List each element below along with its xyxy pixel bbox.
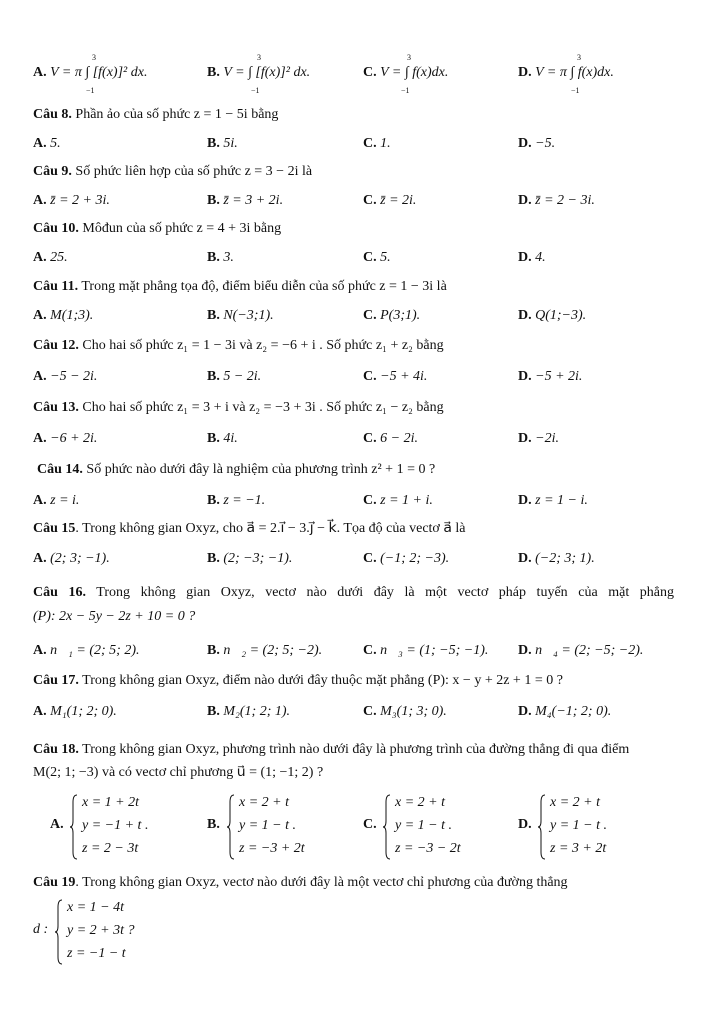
brace-icon bbox=[55, 899, 63, 965]
q12-option-d-text: −5 + 2i. bbox=[535, 369, 583, 384]
q12-option-c-text: −5 + 4i. bbox=[380, 369, 428, 384]
q15-options bbox=[33, 549, 683, 569]
q10-option-c-text: 5. bbox=[380, 250, 391, 265]
q13-options bbox=[33, 429, 683, 449]
q12-option-a-text: −5 − 2i. bbox=[50, 369, 98, 384]
q12-option-b[interactable]: B. 5 − 2i. bbox=[207, 369, 262, 384]
q7-b-upper: 3 bbox=[257, 53, 261, 62]
q13-option-d-text: −2i. bbox=[535, 431, 559, 446]
q8-option-b[interactable]: B. 5i. bbox=[207, 136, 238, 151]
q16-option-b[interactable]: B. n⃗₂ = (2; 5; −2). bbox=[207, 643, 323, 658]
q8-stem: Câu 8. Phần ảo của số phức z = 1 − 5i bằng bbox=[33, 107, 279, 122]
q7-option-d[interactable]: D. V = π ∫ f(x)dx. bbox=[518, 65, 614, 80]
q7-options bbox=[33, 63, 683, 83]
q11-option-b-text: N(−3;1). bbox=[223, 308, 274, 323]
q12-option-c[interactable]: C. −5 + 4i. bbox=[363, 369, 428, 384]
q17-option-a-text: M₁(1; 2; 0). bbox=[50, 704, 117, 719]
q15-option-d-text: (−2; 3; 1). bbox=[535, 551, 595, 566]
q9-option-d-text: z̄ = 2 − 3i. bbox=[535, 193, 595, 208]
q9-stem: Câu 9. Số phức liên hợp của số phức z = 3 − 2i là bbox=[33, 164, 313, 179]
q12-option-b-text: 5 − 2i. bbox=[223, 369, 262, 384]
q16-option-a-text: n⃗₁ = (2; 5; 2). bbox=[50, 643, 140, 658]
q7-option-d-text: V = π ∫ f(x)dx. bbox=[535, 65, 614, 80]
q13-option-c-text: 6 − 2i. bbox=[380, 431, 418, 446]
q16-option-b-text: n⃗₂ = (2; 5; −2). bbox=[223, 643, 323, 658]
brace-icon bbox=[538, 794, 546, 860]
q14-option-b-text: z = −1. bbox=[223, 493, 266, 508]
q7-c-lower: −1 bbox=[401, 86, 410, 95]
q14-option-b[interactable]: B. z = −1. bbox=[207, 493, 266, 508]
q17-option-b-text: M₂(1; 2; 1). bbox=[223, 704, 291, 719]
q13-option-d[interactable]: D. −2i. bbox=[518, 431, 559, 446]
q13-option-a[interactable]: A. −6 + 2i. bbox=[33, 431, 98, 446]
q15-option-a-text: (2; 3; −1). bbox=[50, 551, 110, 566]
q18-options bbox=[0, 794, 724, 864]
q16-option-c[interactable]: C. n⃗₃ = (1; −5; −1). bbox=[363, 643, 489, 658]
q7-option-c[interactable]: C. V = ∫ f(x)dx. bbox=[363, 65, 449, 80]
q8-option-c[interactable]: C. 1. bbox=[363, 136, 391, 151]
q17-option-a[interactable]: A. M₁(1; 2; 0). bbox=[33, 704, 117, 719]
q8-options bbox=[33, 134, 683, 154]
q14-options bbox=[33, 491, 683, 511]
q10-option-b-text: 3. bbox=[223, 250, 234, 265]
q11-option-b[interactable]: B. N(−3;1). bbox=[207, 308, 274, 323]
q7-option-b[interactable]: B. V = ∫ [f(x)]² dx. bbox=[207, 65, 311, 80]
q15-option-c-text: (−1; 2; −3). bbox=[380, 551, 450, 566]
q10-option-a-text: 25. bbox=[50, 250, 68, 265]
q17-option-b[interactable]: B. M₂(1; 2; 1). bbox=[207, 704, 291, 719]
q10-option-d[interactable]: D. 4. bbox=[518, 250, 546, 265]
q11-options bbox=[33, 306, 683, 326]
q16-stem-line2: (P): 2x − 5y − 2z + 10 = 0 ? bbox=[33, 609, 196, 624]
q7-option-b-text: V = ∫ [f(x)]² dx. bbox=[223, 65, 311, 80]
q13-option-c[interactable]: C. 6 − 2i. bbox=[363, 431, 418, 446]
q11-option-a-text: M(1;3). bbox=[50, 308, 94, 323]
q13-option-b-text: 4i. bbox=[223, 431, 238, 446]
q8-option-c-text: 1. bbox=[380, 136, 391, 151]
q7-option-a-text: V = π ∫ [f(x)]² dx. bbox=[50, 65, 148, 80]
q10-option-d-text: 4. bbox=[535, 250, 546, 265]
q18-option-d[interactable]: D. x = 2 + t y = 1 − t . z = 3 + 2t bbox=[518, 794, 648, 860]
q8-option-d[interactable]: D. −5. bbox=[518, 136, 556, 151]
q16-option-d-text: n⃗₄ = (2; −5; −2). bbox=[535, 643, 644, 658]
q12-option-d[interactable]: D. −5 + 2i. bbox=[518, 369, 583, 384]
brace-icon bbox=[70, 794, 78, 860]
q9-option-a[interactable]: A. z̄ = 2 + 3i. bbox=[33, 193, 110, 208]
brace-icon bbox=[227, 794, 235, 860]
q13-stem: Câu 13. Cho hai số phức z₁ = 3 + i và z₂ = −3 + 3i . Số phức z₁ − z₂ bằng bbox=[33, 400, 444, 415]
q19-stem: Câu 19. Trong không gian Oxyz, vectơ nào dưới đây là một vectơ chỉ phương của đường thẳng bbox=[33, 875, 568, 890]
q15-stem: Câu 15. Trong không gian Oxyz, cho a⃗ = 2.i⃗ − 3.j⃗ − k⃗. Tọa độ của vectơ a⃗ là bbox=[33, 521, 466, 536]
q11-option-c-text: P(3;1). bbox=[380, 308, 421, 323]
q9-option-b[interactable]: B. z̄ = 3 + 2i. bbox=[207, 193, 284, 208]
q17-option-d-text: M₄(−1; 2; 0). bbox=[535, 704, 612, 719]
q12-stem: Câu 12. Cho hai số phức z₁ = 1 − 3i và z₂ = −6 + i . Số phức z₁ + z₂ bằng bbox=[33, 338, 444, 353]
q14-option-c-text: z = 1 + i. bbox=[380, 493, 433, 508]
q16-option-a[interactable]: A. n⃗₁ = (2; 5; 2). bbox=[33, 643, 140, 658]
q7-c-upper: 3 bbox=[407, 53, 411, 62]
q15-option-c[interactable]: C. (−1; 2; −3). bbox=[363, 551, 450, 566]
q18-option-a[interactable]: A. x = 1 + 2t y = −1 + t . z = 2 − 3t bbox=[50, 794, 180, 860]
q14-option-a[interactable]: A. z = i. bbox=[33, 493, 80, 508]
q15-option-b[interactable]: B. (2; −3; −1). bbox=[207, 551, 293, 566]
q10-option-a[interactable]: A. 25. bbox=[33, 250, 68, 265]
q9-option-a-text: z̄ = 2 + 3i. bbox=[50, 193, 110, 208]
q17-option-d[interactable]: D. M₄(−1; 2; 0). bbox=[518, 704, 612, 719]
q7-a-lower: −1 bbox=[86, 86, 95, 95]
q14-option-c[interactable]: C. z = 1 + i. bbox=[363, 493, 433, 508]
q13-option-b[interactable]: B. 4i. bbox=[207, 431, 238, 446]
q8-option-a[interactable]: A. 5. bbox=[33, 136, 61, 151]
q8-option-d-text: −5. bbox=[535, 136, 556, 151]
q9-options bbox=[33, 191, 683, 211]
q14-option-d[interactable]: D. z = 1 − i. bbox=[518, 493, 588, 508]
q10-option-c[interactable]: C. 5. bbox=[363, 250, 391, 265]
q7-d-upper: 3 bbox=[577, 53, 581, 62]
q14-option-d-text: z = 1 − i. bbox=[535, 493, 588, 508]
q7-d-lower: −1 bbox=[571, 86, 580, 95]
q11-option-d[interactable]: D. Q(1;−3). bbox=[518, 308, 587, 323]
q11-option-a[interactable]: A. M(1;3). bbox=[33, 308, 94, 323]
q12-options bbox=[33, 367, 683, 387]
q16-stem: Câu 16. Trong không gian Oxyz, vectơ nào dưới đây là một vectơ pháp tuyến của mặt phẳng bbox=[33, 585, 674, 600]
q10-options bbox=[33, 248, 683, 268]
q8-option-b-text: 5i. bbox=[223, 136, 238, 151]
q16-option-d[interactable]: D. n⃗₄ = (2; −5; −2). bbox=[518, 643, 644, 658]
q18-stem-line2: M(2; 1; −3) và có vectơ chỉ phương u⃗ = (1; −1; 2) ? bbox=[33, 765, 324, 780]
q18-stem: Câu 18. Trong không gian Oxyz, phương trình nào dưới đây là phương trình của đường thẳng đi qua điểm bbox=[33, 742, 630, 757]
q15-option-a[interactable]: A. (2; 3; −1). bbox=[33, 551, 110, 566]
q11-stem: Câu 11. Trong mặt phẳng tọa độ, điểm biểu diễn của số phức z = 1 − 3i là bbox=[33, 279, 447, 294]
q13-option-a-text: −6 + 2i. bbox=[50, 431, 98, 446]
q9-option-c-text: z̄ = 2i. bbox=[380, 193, 417, 208]
brace-icon bbox=[383, 794, 391, 860]
q14-option-a-text: z = i. bbox=[50, 493, 80, 508]
q7-b-lower: −1 bbox=[251, 86, 260, 95]
q11-option-d-text: Q(1;−3). bbox=[535, 308, 587, 323]
q16-options bbox=[33, 641, 683, 661]
q7-option-a[interactable]: A. V = π ∫ [f(x)]² dx. bbox=[33, 65, 148, 80]
q16-option-c-text: n⃗₃ = (1; −5; −1). bbox=[380, 643, 489, 658]
q12-option-a[interactable]: A. −5 − 2i. bbox=[33, 369, 98, 384]
q8-option-a-text: 5. bbox=[50, 136, 61, 151]
q10-option-b[interactable]: B. 3. bbox=[207, 250, 234, 265]
q17-options bbox=[33, 702, 683, 722]
q17-option-c[interactable]: C. M₃(1; 3; 0). bbox=[363, 704, 447, 719]
q7-option-c-text: V = ∫ f(x)dx. bbox=[380, 65, 449, 80]
q10-stem: Câu 10. Môđun của số phức z = 4 + 3i bằng bbox=[33, 221, 282, 236]
q15-option-d[interactable]: D. (−2; 3; 1). bbox=[518, 551, 595, 566]
q18-option-c[interactable]: C. x = 2 + t y = 1 − t . z = −3 − 2t bbox=[363, 794, 493, 860]
q14-stem: Câu 14. Số phức nào dưới đây là nghiệm của phương trình z² + 1 = 0 ? bbox=[37, 462, 436, 477]
q17-option-c-text: M₃(1; 3; 0). bbox=[380, 704, 447, 719]
q9-option-b-text: z̄ = 3 + 2i. bbox=[223, 193, 284, 208]
q11-option-c[interactable]: C. P(3;1). bbox=[363, 308, 421, 323]
q9-option-d[interactable]: D. z̄ = 2 − 3i. bbox=[518, 193, 595, 208]
q15-option-b-text: (2; −3; −1). bbox=[223, 551, 293, 566]
q17-stem: Câu 17. Trong không gian Oxyz, điểm nào dưới đây thuộc mặt phẳng (P): x − y + 2z + 1 = 0 ? bbox=[33, 673, 563, 688]
q18-option-b[interactable]: B. x = 2 + t y = 1 − t . z = −3 + 2t bbox=[207, 794, 337, 860]
q9-option-c[interactable]: C. z̄ = 2i. bbox=[363, 193, 417, 208]
q7-a-upper: 3 bbox=[92, 53, 96, 62]
q19-line-equation: d : x = 1 − 4t y = 2 + 3t ? z = −1 − t bbox=[33, 899, 233, 965]
